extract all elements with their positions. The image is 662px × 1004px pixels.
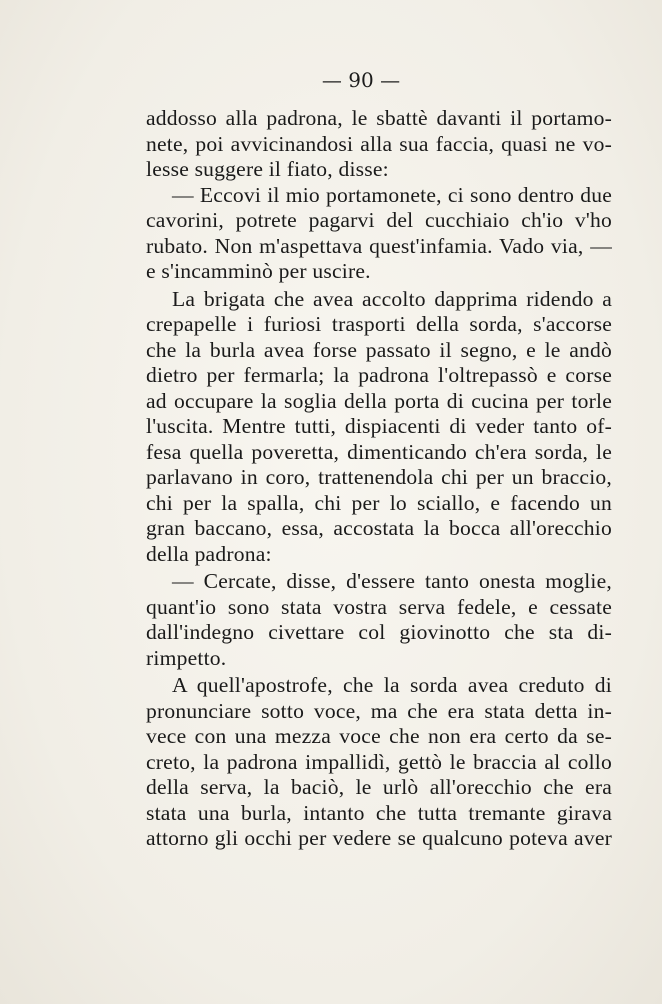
text-line: addosso alla padrona, le sbattè davanti il portamo- [146,106,612,130]
body-text [146,106,612,852]
text-line: chi per la spalla, chi per lo sciallo, e facendo un [146,490,612,515]
text-line: cavorini, potrete pagarvi del cucchiaio ch'io v'ho [146,208,612,232]
text-line: stata una burla, intanto che tutta tremante girava [146,800,612,825]
text-line: l'uscita. Mentre tutti, dispiacenti di veder tanto of- [146,414,612,438]
text-line: parlavano in coro, trattenendola chi per un braccio, [146,465,612,489]
text-line: A quell'apostrofe, che la sorda avea creduto di [172,673,612,697]
text-line: ad occupare la soglia della porta di cucina per torle [146,388,612,413]
text-line: gran baccano, essa, accostata la bocca all'orecchio [146,516,612,540]
text-line: e s'incamminò per uscire. [146,259,371,283]
text-line: — Cercate, disse, d'essere tanto onesta moglie, [172,569,612,593]
text-line: della serva, la baciò, le urlò all'orecchio che era [146,775,612,799]
text-line: crepapelle i furiosi trasporti della sorda, s'accorse [146,312,612,336]
text-line: dall'indegno civettare col giovinotto che sta di- [146,620,612,644]
text-line: vece con una mezza voce che non era certo da se- [146,724,612,748]
text-line: della padrona: [146,541,272,566]
text-line: creto, la padrona impallidì, gettò le braccia al collo [146,749,612,774]
text-line: La brigata che avea accolto dapprima ridendo a [172,286,612,311]
text-line: pronunciare sotto voce, ma che era stata detta in- [146,698,612,723]
text-line: attorno gli occhi per vedere se qualcuno poteva aver [146,826,612,850]
text-line: fesa quella poveretta, dimenticando ch'era sorda, le [146,439,612,464]
text-line: rubato. Non m'aspettava quest'infamia. Vado via, — [146,233,612,258]
text-line: dietro per fermarla; la padrona l'oltrepassò e corse [146,363,612,387]
text-line: che la burla avea forse passato il segno, e le andò [146,337,612,362]
page-number: — 90 — [321,68,401,92]
text-line: lesse suggere il fiato, disse: [146,157,389,181]
text-line: quant'io sono stata vostra serva fedele, e cessate [146,594,612,619]
text-line: rimpetto. [146,645,227,670]
text-line: nete, poi avvicinandosi alla sua faccia, quasi ne vo- [146,131,612,156]
text-line: — Eccovi il mio portamonete, ci sono dentro due [172,182,612,207]
